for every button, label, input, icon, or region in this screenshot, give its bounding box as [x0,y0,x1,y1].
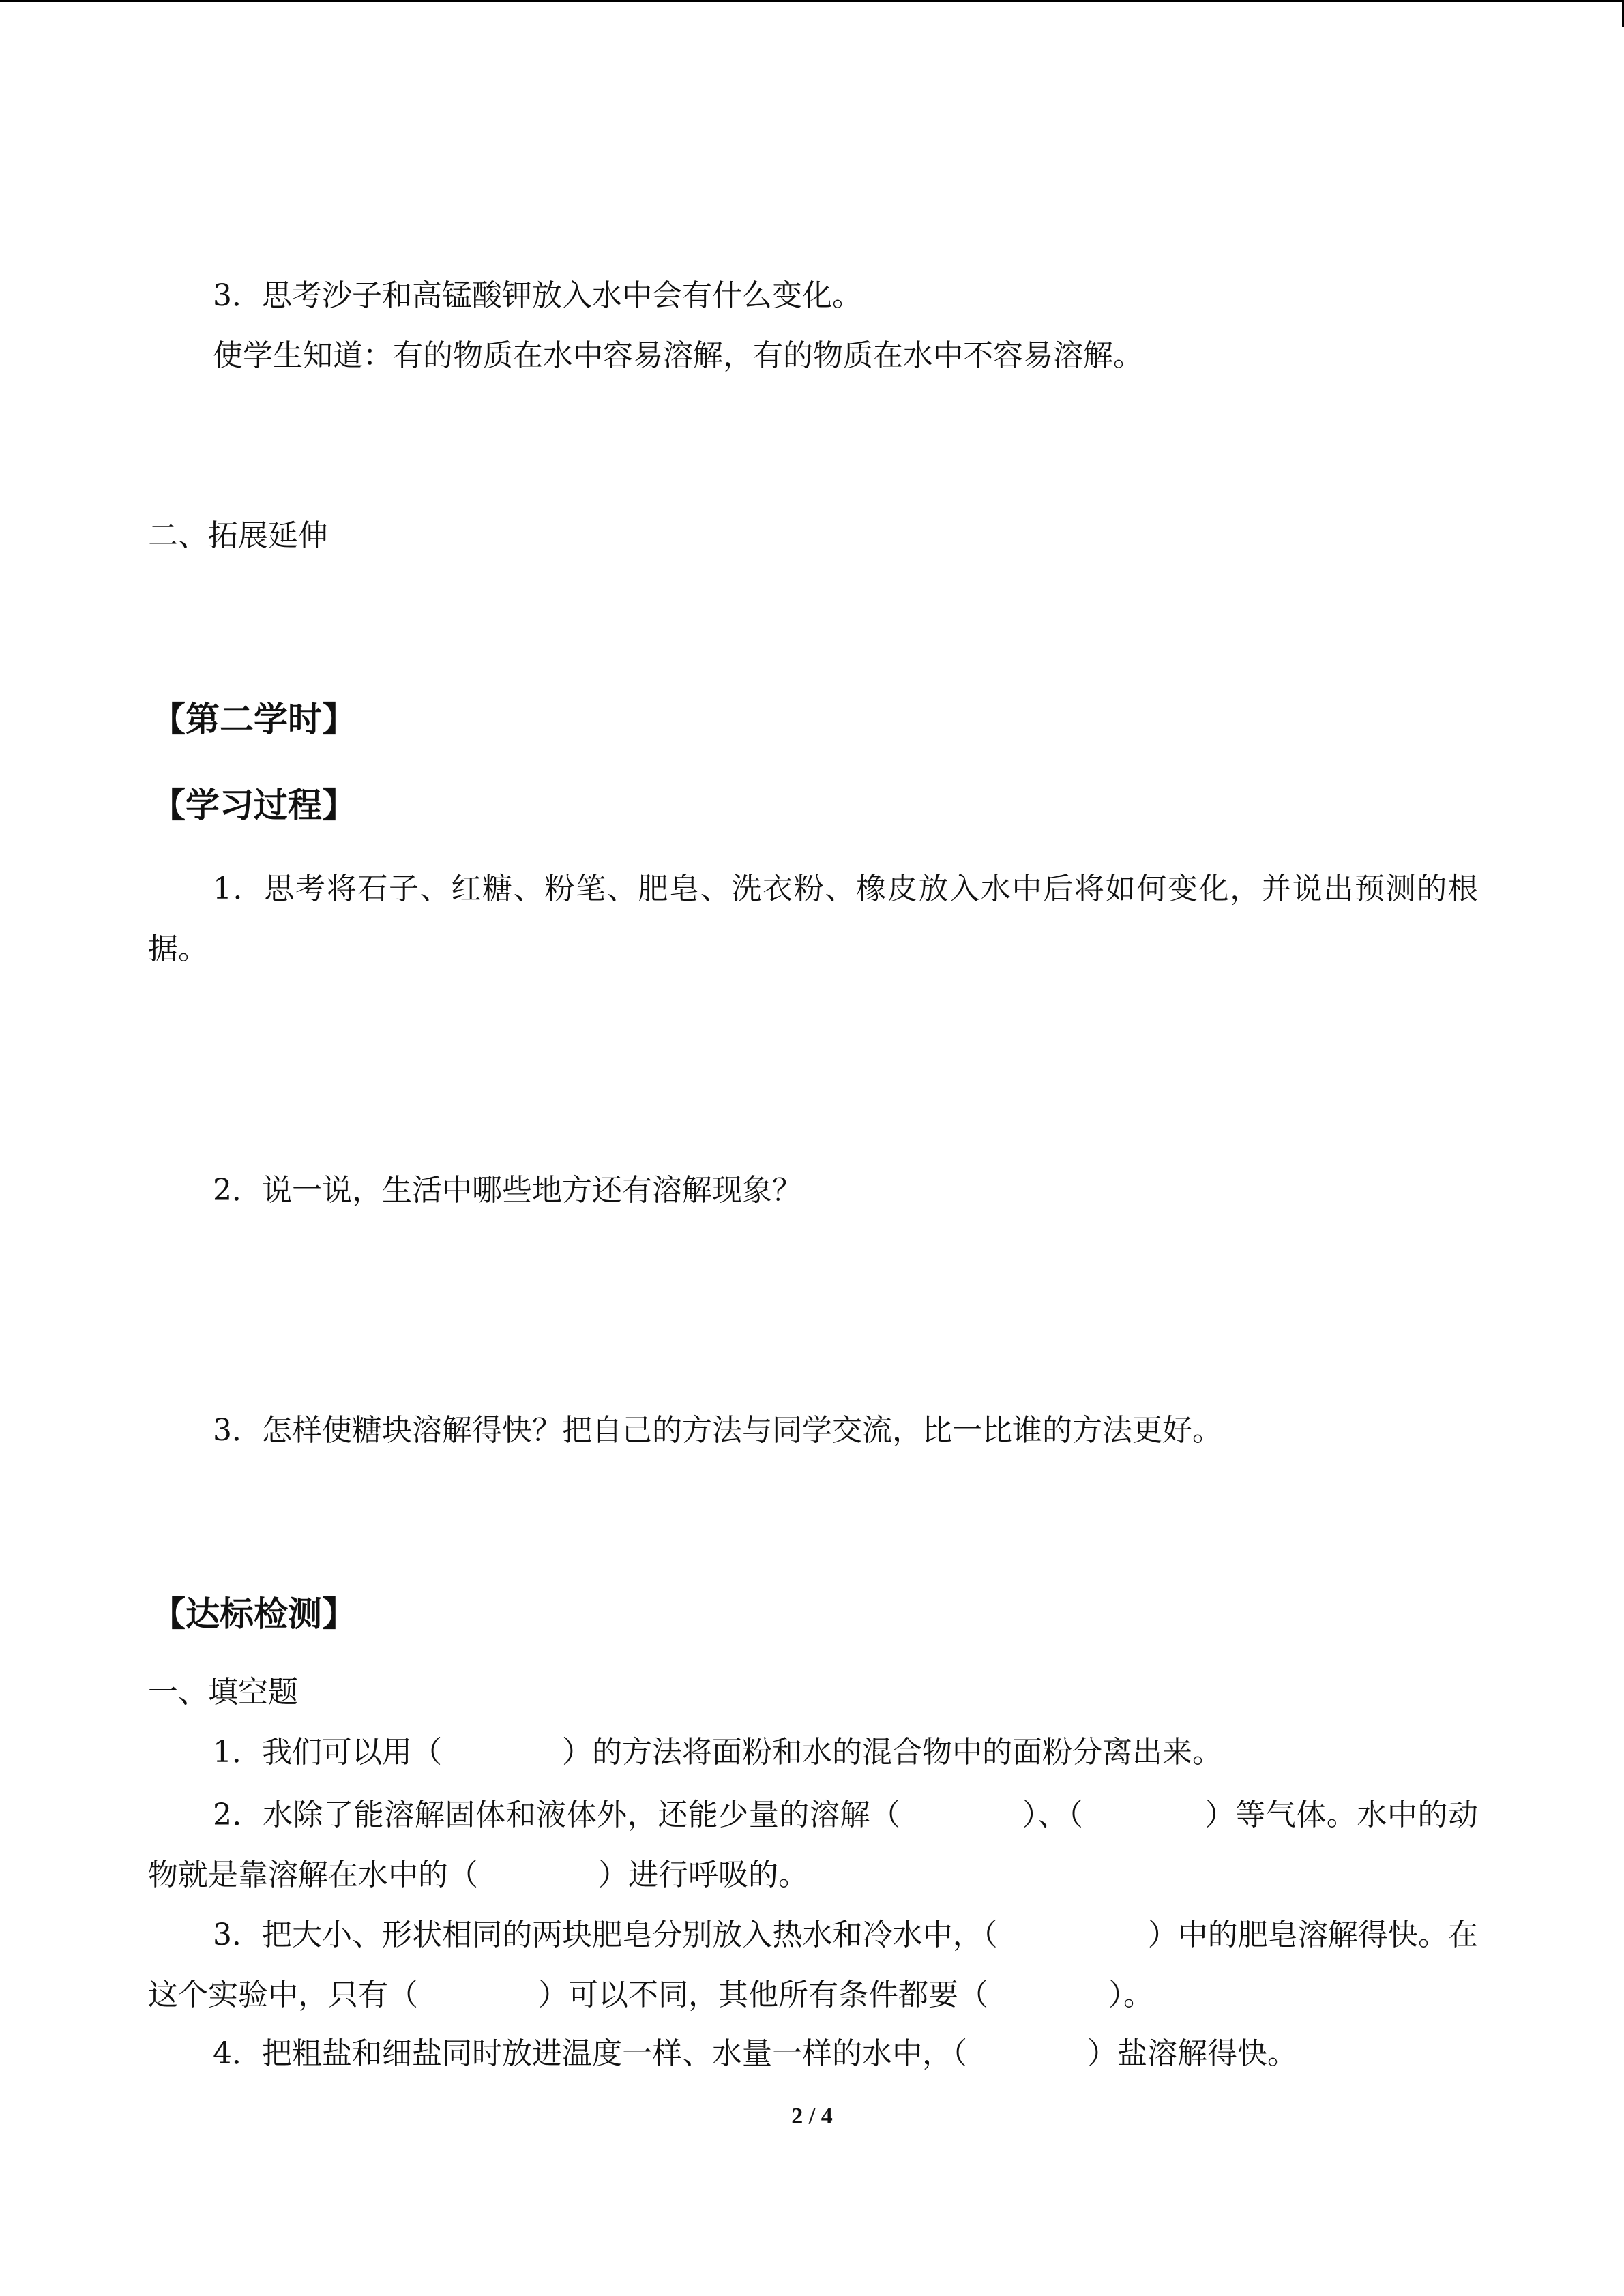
fill-blank-2: 2．水除了能溶解固体和液体外，还能少量的溶解（ ）、（ ）等气体。水中的动物就是靠溶解在水中的（ ）进行呼吸的。 [148,1798,1478,1892]
fill-blank-3: 3．把大小、形状相同的两块肥皂分别放入热水和冷水中，（ ）中的肥皂溶解得快。在这个实验中，只有（ ）可以不同，其他所有条件都要（ ）。 [148,1918,1478,2012]
instruction-line-3: 3．思考沙子和高锰酸钾放入水中会有什么变化。 [213,278,862,313]
fill-blank-1: 1．我们可以用（ ）的方法将面粉和水的混合物中的面粉分离出来。 [213,1735,1222,1770]
fill-blank-4: 4．把粗盐和细盐同时放进温度一样、水量一样的水中，（ ）盐溶解得快。 [213,2036,1297,2071]
section-extension-title: 二、拓展延伸 [148,518,328,553]
heading-assessment: 【达标检测】 [151,1594,356,1634]
page-number: 2 / 4 [791,2104,833,2129]
heading-learning-process: 【学习过程】 [151,786,356,825]
instruction-conclusion: 使学生知道：有的物质在水中容易溶解，有的物质在水中不容易溶解。 [213,338,1143,373]
question-1: 1．思考将石子、红糖、粉笔、肥皂、洗衣粉、橡皮放入水中后将如何变化，并说出预测的根据。 [148,871,1478,966]
question-2: 2．说一说，生活中哪些地方还有溶解现象？ [213,1173,802,1208]
question-3: 3．怎样使糖块溶解得快？把自己的方法与同学交流，比一比谁的方法更好。 [213,1413,1222,1448]
section-fill-blank-title: 一、填空题 [148,1675,298,1710]
page-top-border [0,0,1624,2]
heading-second-period: 【第二学时】 [151,700,356,739]
